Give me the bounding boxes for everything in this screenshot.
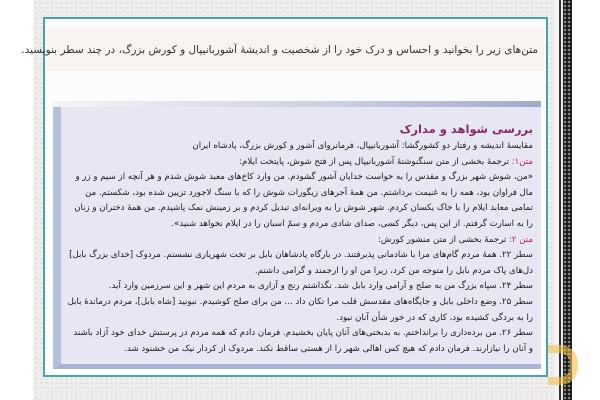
text2-line: و آنان را نیازارند. فرمان دادم که هیچ کس اهالی شهر را از هستی ساقط نکند. مردوک از کردار نیک من خشنود شد. [124, 343, 533, 354]
text1-line: را به اسارت گرفتم. از این پس، دیگر کسی، صدای شادی مردم و سمّ اسبان را در ایلام نخواهد شنید». [171, 218, 533, 229]
text2-line: را به بردگی کشیده بود، کاری که در خور شأن آنان نبود. [336, 312, 533, 323]
text1-line: تمامی معابد ایلام را با خاک یکسان کردم. شهر شوش را به ویرانه‌ای تبدیل کردم و بر زمینش نمک پاشیدم. من همهٔ دختران و زنان [74, 203, 533, 214]
card-intro: مقایسهٔ اندیشه و رفتار دو کشورگشا: آشوربانیپال، فرمانروای آشور و کورش بزرگ، پادشاه ایران [192, 141, 533, 151]
activity-prompt [21, 29, 544, 71]
text1-label: متن۱: [511, 156, 533, 167]
text2-line: سطر ۲۲. همهٔ مردم گام‌های مرا با شادمانی پذیرفتند. در بارگاه پادشاهان بابل بر تخت شهریاری نشستم. مردوک [خدای بزرگ بابل] [69, 250, 533, 261]
text2-line: سطر ۲۶. من برده‌داری را برانداختم. به بدبختی‌های آنان پایان بخشیدم. فرمان دادم که همه مردم در پرستش خدای خود آزاد باشند [73, 328, 533, 339]
text1-line: «من، شوش شهر بزرگ و مقدس را به خواست خدایان آشور گشودم. من وارد کاخ‌های معبد شوش شدم و هر آنچه از سیم و زر و [75, 172, 533, 183]
text2-line: سطر ۲۴. سپاه بزرگ من به صلح و آرامی وارد بابل شد. نگذاشتم رنج و آزاری به مردم این شهر و این سرزمین وارد آید. [108, 281, 533, 292]
text2-caption-text: ترجمهٔ بخشی از متن منشور کورش: [378, 234, 509, 245]
text2-line: دل‌های پاک مردم بابل را متوجه من کرد، زیرا من او را ارجمند و گرامی داشتم. [254, 265, 533, 276]
card-top-bar [53, 101, 541, 107]
text1-caption [69, 155, 533, 171]
text2-label: متن ۲: [508, 234, 533, 245]
evidence-card [53, 107, 541, 369]
text1-caption-text: ترجمهٔ بخشی از متن سنگنوشتهٔ آشوربانیپال پس از فتح شوش، پایتخت ایلام: [239, 156, 512, 167]
perforated-binding-strip [563, 0, 572, 400]
text1-line: مال فراوان بود، همه را به غنیمت برداشتم. من همهٔ آجرهای زیگورات شوش را که با سنگ لاجورد تزیین شده بود، شکستم. من [85, 187, 533, 198]
watermark-logo-icon [548, 345, 578, 385]
binding-line [559, 0, 561, 400]
activity-frame [21, 17, 548, 377]
card-heading: بررسی شواهد و مدارک [399, 122, 533, 136]
prompt-text: متن‌های زیر را بخوانید و احساس و درک خود را از شخصیت و اندیشهٔ آشوربانیپال و کورش بزرگ، در چند سطر بنویسید. [21, 44, 538, 56]
card-content [69, 121, 533, 357]
text2-line: سطر ۲۵. وضع داخلی بابل و جایگاه‌های مقدسش قلب مرا تکان داد ... من برای صلح کوشیدم. نبونید [شاه بابل]، مردم درماندهٔ بابل [67, 296, 533, 307]
text2-caption [69, 233, 533, 249]
